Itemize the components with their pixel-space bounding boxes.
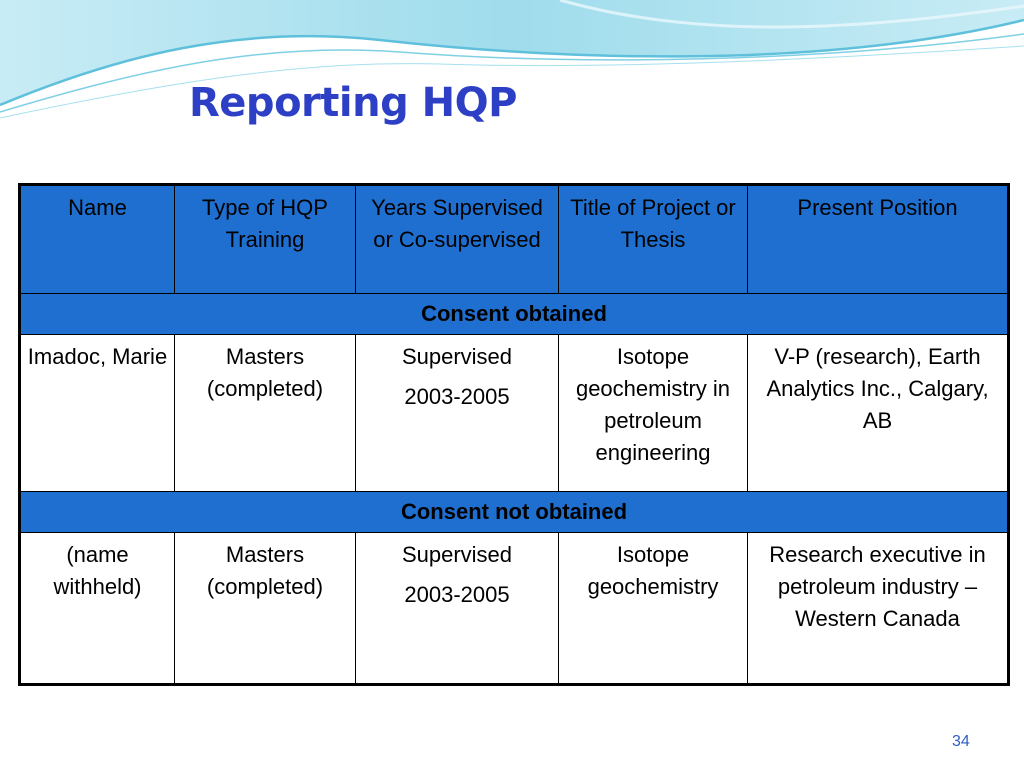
table-header-row: [20, 185, 1009, 294]
header-name: Name: [20, 185, 175, 294]
cell-project-title: Isotope geochemistry: [559, 533, 748, 685]
supervision-type: Supervised: [401, 344, 513, 369]
cell-name: Imadoc, Marie: [20, 335, 175, 492]
years-range: 2003-2005: [404, 384, 510, 409]
cell-present-position: Research executive in petroleum industry – Western Canada: [748, 533, 1009, 685]
section-label-consent-obtained: Consent obtained: [20, 294, 1009, 335]
section-row: [20, 294, 1009, 335]
table-row: [20, 335, 1009, 492]
header-years: Years Supervised or Co-supervised: [356, 185, 559, 294]
section-row: [20, 492, 1009, 533]
cell-years: [356, 533, 559, 685]
cell-name: (name withheld): [20, 533, 175, 685]
header-training: Type of HQP Training: [175, 185, 356, 294]
section-label-consent-not-obtained: Consent not obtained: [20, 492, 1009, 533]
header-present-position: Present Position: [748, 185, 1009, 294]
years-range: 2003-2005: [404, 582, 510, 607]
cell-project-title: Isotope geochemistry in petroleum engineering: [559, 335, 748, 492]
hqp-table: [18, 183, 1010, 686]
cell-present-position: V-P (research), Earth Analytics Inc., Calgary, AB: [748, 335, 1009, 492]
table-row: [20, 533, 1009, 685]
cell-training: Masters (completed): [175, 533, 356, 685]
cell-years: [356, 335, 559, 492]
cell-training: Masters (completed): [175, 335, 356, 492]
header-project-title: Title of Project or Thesis: [559, 185, 748, 294]
slide-title: Reporting HQP: [189, 80, 517, 126]
page-number: 34: [952, 733, 970, 750]
supervision-type: Supervised: [401, 542, 513, 567]
